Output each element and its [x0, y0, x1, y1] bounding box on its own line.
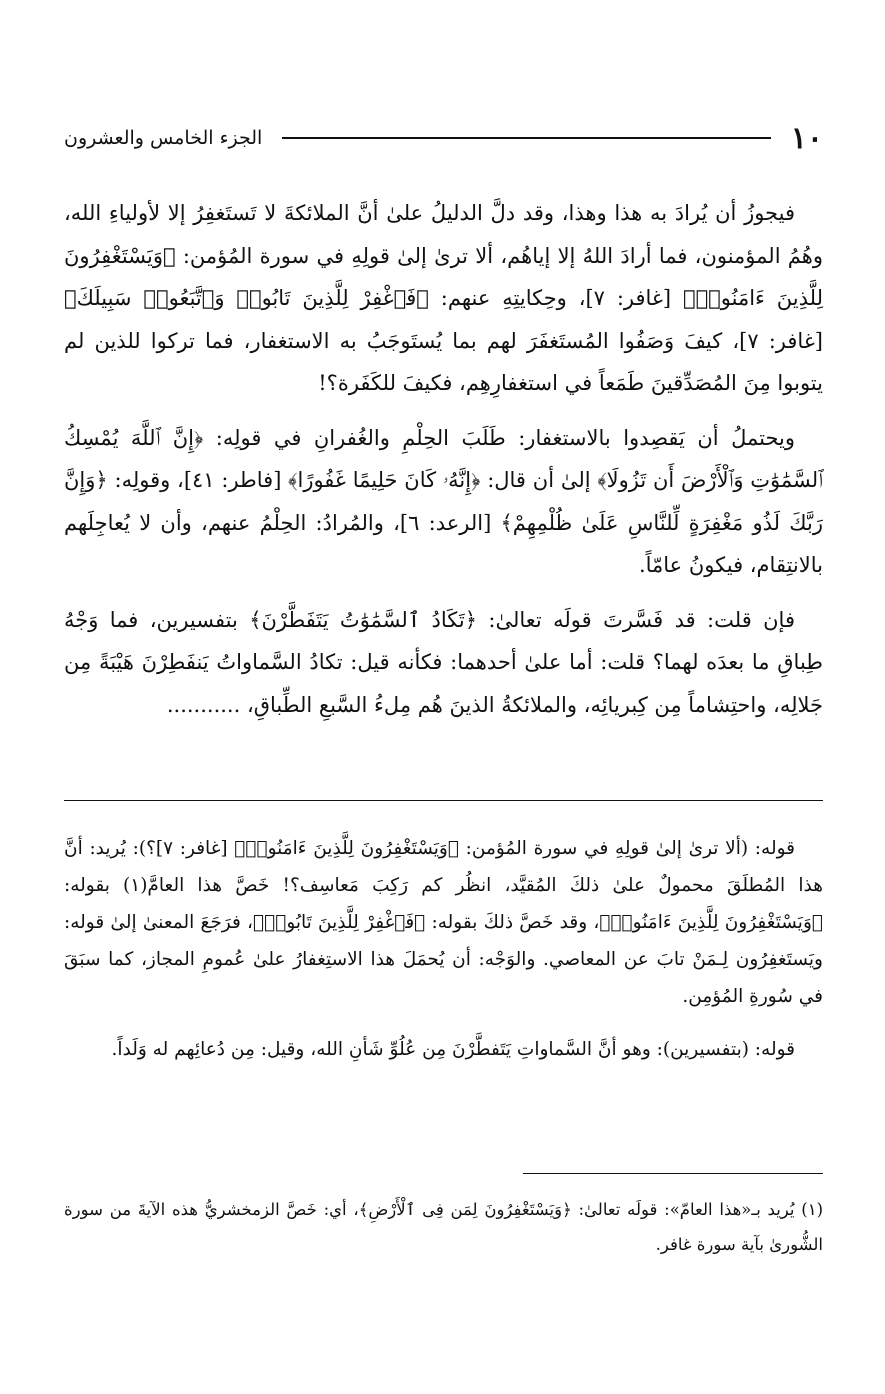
footnote-rule [523, 1173, 823, 1174]
page-header [64, 118, 823, 158]
commentary-section [64, 830, 823, 1068]
main-text [64, 192, 823, 726]
page-number: ١٠ [790, 120, 823, 156]
commentary-paragraph: قوله: (ألا ترىٰ إلىٰ قولِهِ في سورة المُؤمن: ﴿وَيَسْتَغْفِرُونَ لِلَّذِينَ ءَامَنُوا۟﴾ [غافر: ٧]؟): يُريد: أنَّ هذا المُطلَقَ محمولٌ علىٰ ذلكَ المُقيَّد، انظُر كم رَكِبَ مَعاسِف؟! خَصَّ هذا العامَّ(١) بقوله: ﴿وَيَسْتَغْفِرُونَ لِلَّذِينَ ءَامَنُوا۟﴾، وقد خَصَّ ذلكَ بقوله: ﴿فَٱغْفِرْ لِلَّذِينَ تَابُوا۟﴾، فرَجَعَ المعنىٰ إلىٰ قوله: ويَستَغفِرُون لِـمَنْ تابَ عن المعاصي. والوَجْه: أن يُحمَلَ هذا الاستِغفارُ علىٰ عُمومِ المجاز، كما سبَقَ في سُورةِ المُؤمِن. [64, 838, 823, 1007]
commentary-paragraph: قوله: (بتفسيرين): وهو أنَّ السَّماواتِ يَتَفطَّرْنَ مِن عُلُوِّ شَأنِ الله، وقيل: مِن دُعائِهم له وَلَداً. [111, 1039, 795, 1060]
footnotes-section [64, 1192, 823, 1262]
commentary-divider [64, 800, 823, 801]
header-rule [282, 137, 770, 139]
main-paragraph: فإن قلت: قد فَسَّرتَ قولَه تعالىٰ: ﴿تَكَادُ ٱلسَّمَٰوَٰتُ يَتَفَطَّرْنَ﴾ بتفسيرين، فما وَجْهُ طِباقِ ما بعدَه لهما؟ قلت: أما علىٰ أحدهما: فكأنه قيل: تكادُ السَّماواتُ يَنفَطِرْنَ هَيْبَةً مِن جَلالِه، واحتِشاماً مِن كِبريائِه، والملائكةُ الذينَ هُم مِلءُ السَّبعِ الطِّباقِ، ........... [64, 607, 823, 717]
main-paragraph: ويحتملُ أن يَقصِدوا بالاستغفار: طَلَبَ الحِلْمِ والغُفرانِ في قولِه: ﴿إِنَّ ٱللَّهَ يُمْسِكُ ٱلسَّمَٰوَٰتِ وَٱلْأَرْضَ أَن تَزُولَا﴾ إلىٰ أن قال: ﴿إِنَّهُۥ كَانَ حَلِيمًا غَفُورًا﴾ [فاطر: ٤١]، وقولِه: ﴿وَإِنَّ رَبَّكَ لَذُو مَغْفِرَةٍ لِّلنَّاسِ عَلَىٰ ظُلْمِهِمْ﴾ [الرعد: ٦]، والمُرادُ: الحِلْمُ عنهم، وأن لا يُعاجِلَهم بالانتِقام، فيكونُ عامّاً. [64, 425, 823, 577]
running-title: الجزء الخامس والعشرون [64, 127, 263, 149]
footnote: (١) يُريد بـ«هذا العامّ»: قولَه تعالىٰ: ﴿وَيَسْتَغْفِرُونَ لِمَن فِى ٱلْأَرْضِ﴾، أي: خَصَّ الزمخشريُّ هذه الآيةَ من سورة الشُّورىٰ بآية سورة غافر. [64, 1200, 823, 1254]
main-paragraph: فيجوزُ أن يُرادَ به هذا وهذا، وقد دلَّ الدليلُ علىٰ أنَّ الملائكةَ لا تَستَغفِرُ إلا لأولياءِ الله، وهُمُ المؤمنون، فما أرادَ اللهُ إلا إياهُم، ألا ترىٰ إلىٰ قولِهِ في سورة المُؤمن: ﴿وَيَسْتَغْفِرُونَ لِلَّذِينَ ءَامَنُوا۟﴾ [غافر: ٧]، وحِكايتِهِ عنهم: ﴿فَٱغْفِرْ لِلَّذِينَ تَابُوا۟ وَٱتَّبَعُوا۟ سَبِيلَكَ﴾ [غافر: ٧]، كيفَ وَصَفُوا المُستَغفَرَ لهم بما يُستَوجَبُ به الاستغفار، فما تركوا للذين لم يتوبوا مِنَ المُصَدِّقينَ طَمَعاً في استغفارِهِم، فكيفَ للكَفَرة؟! [64, 201, 824, 395]
